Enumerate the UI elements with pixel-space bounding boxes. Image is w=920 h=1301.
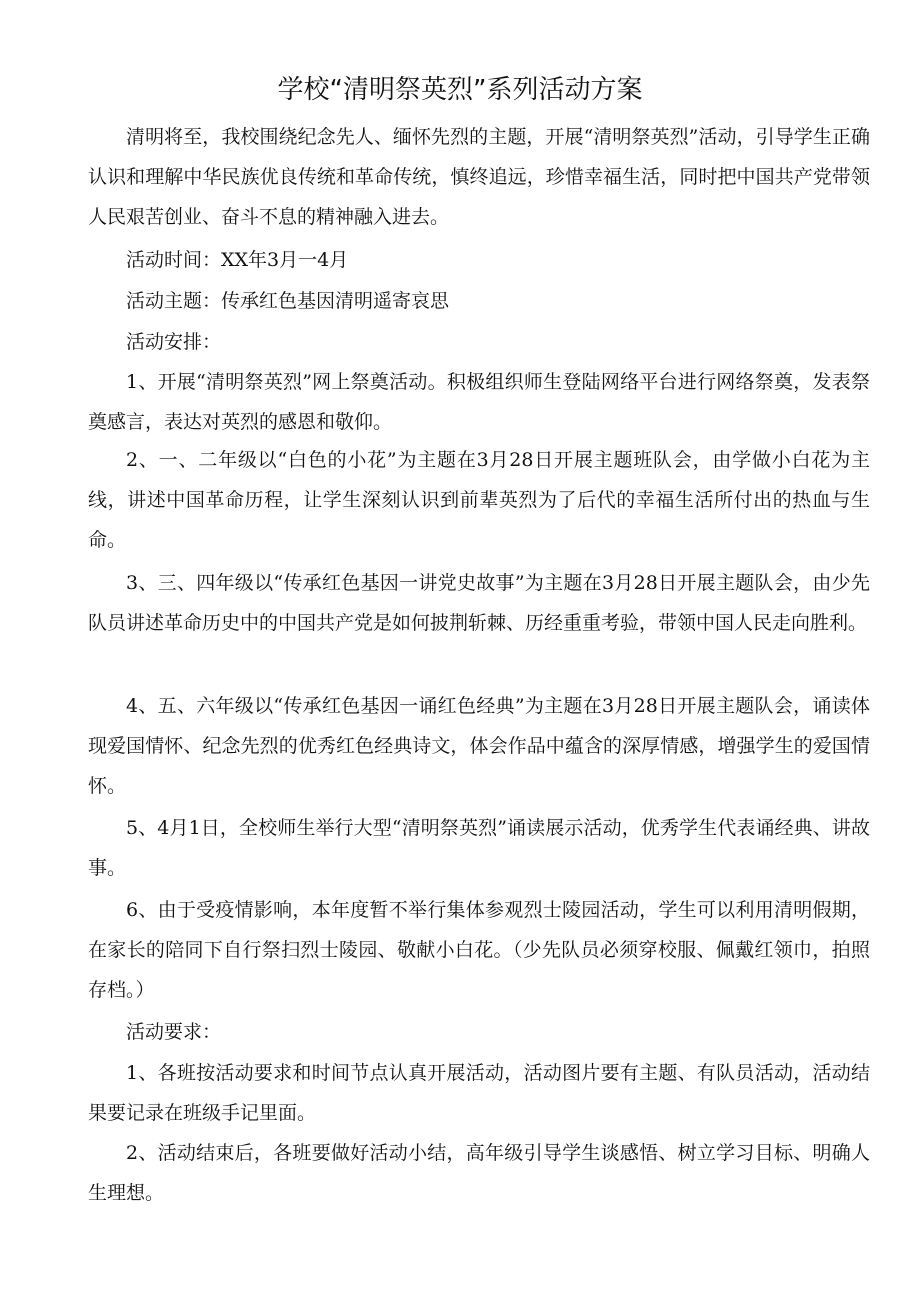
requirement-1-block	[88, 1053, 870, 1133]
arrangement-5-block	[88, 808, 870, 888]
intro-paragraph-block	[88, 117, 870, 237]
activity-time: 活动时间：XX年3月一4月	[126, 249, 349, 271]
arrangement-3-block	[88, 563, 870, 643]
activity-theme: 活动主题：传承红色基因清明遥寄哀思	[126, 290, 450, 312]
requirements-heading: 活动要求：	[126, 1021, 222, 1043]
document-title: 学校“清明祭英烈”系列活动方案	[277, 75, 643, 105]
arrangement-heading: 活动安排：	[126, 331, 222, 353]
arrangement-heading-block	[88, 322, 870, 362]
requirement-item: 2、活动结束后，各班要做好活动小结，高年级引导学生谈感悟、树立学习目标、明确人生理想。	[88, 1142, 870, 1204]
requirements-heading-block	[88, 1012, 870, 1052]
arrangement-4-block	[88, 686, 870, 806]
intro-paragraph: 清明将至，我校围绕纪念先人、缅怀先烈的主题，开展“清明祭英烈”活动，引导学生正确认识和理解中华民族优良传统和革命传统，慎终追远，珍惜幸福生活，同时把中国共产党带领人民艰苦创业、奋斗不息的精神融入进去。	[88, 126, 870, 228]
arrangement-item: 2、一、二年级以“白色的小花”为主题在3月28日开展主题班队会，由学做小白花为主线，讲述中国革命历程，让学生深刻认识到前辈英烈为了后代的幸福生活所付出的热血与生命。	[88, 449, 870, 551]
arrangement-item: 6、由于受疫情影响，本年度暂不举行集体参观烈士陵园活动，学生可以利用清明假期，在家长的陪同下自行祭扫烈士陵园、敬献小白花。（少先队员必须穿校服、佩戴红领巾，拍照存档。）	[88, 899, 870, 1001]
arrangement-item: 3、三、四年级以“传承红色基因一讲党史故事”为主题在3月28日开展主题队会，由少先队员讲述革命历史中的中国共产党是如何披荆斩棘、历经重重考验，带领中国人民走向胜利。	[88, 572, 870, 634]
arrangement-item: 1、开展“清明祭英烈”网上祭奠活动。积极组织师生登陆网络平台进行网络祭奠，发表祭奠感言，表达对英烈的感恩和敬仰。	[88, 371, 870, 433]
arrangement-6-block	[88, 890, 870, 1010]
time-block	[88, 240, 870, 280]
theme-block	[88, 281, 870, 321]
arrangement-item: 5、4月1日，全校师生举行大型“清明祭英烈”诵读展示活动，优秀学生代表诵经典、讲故事。	[88, 817, 870, 879]
requirement-2-block	[88, 1133, 870, 1213]
arrangement-item: 4、五、六年级以“传承红色基因一诵红色经典”为主题在3月28日开展主题队会，诵读体现爱国情怀、纪念先烈的优秀红色经典诗文，体会作品中蕴含的深厚情感，增强学生的爱国情怀。	[88, 695, 870, 797]
arrangement-1-block	[88, 362, 870, 442]
arrangement-2-block	[88, 440, 870, 560]
requirement-item: 1、各班按活动要求和时间节点认真开展活动，活动图片要有主题、有队员活动，活动结果要记录在班级手记里面。	[88, 1062, 870, 1124]
